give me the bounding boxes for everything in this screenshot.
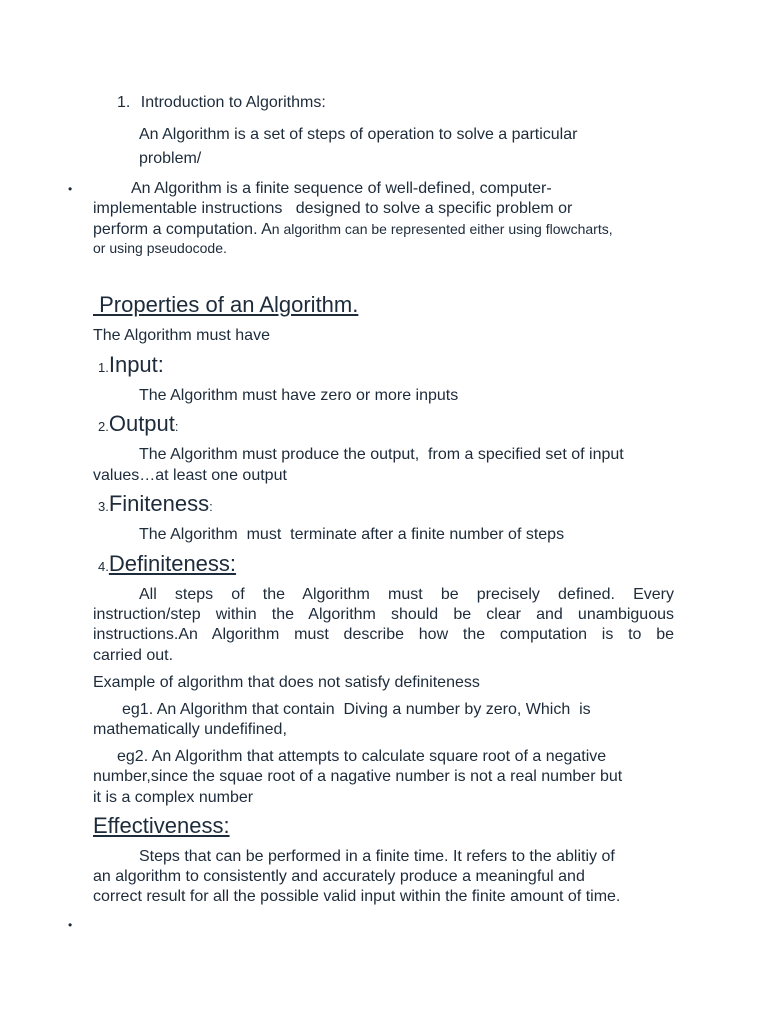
input-desc: The Algorithm must have zero or more inputs bbox=[139, 387, 459, 404]
definiteness-title: Definiteness: bbox=[108, 551, 237, 576]
bullet-text-line1: An Algorithm is a finite sequence of well-defined, computer- bbox=[131, 180, 552, 197]
finiteness-desc: The Algorithm must terminate after a finite number of steps bbox=[139, 526, 565, 543]
finiteness-heading bbox=[98, 491, 213, 520]
effectiveness-desc-line1: Steps that can be performed in a finite time. It refers to the ablitiy of bbox=[139, 848, 615, 865]
trailing-bullet-dot: • bbox=[68, 918, 73, 932]
definiteness-number: 4. bbox=[98, 559, 109, 574]
bullet-text-line3-small: n algorithm can be represented either using flowcharts, bbox=[271, 221, 613, 237]
bullet-text-line3 bbox=[93, 219, 613, 240]
intro-heading bbox=[117, 93, 326, 113]
finiteness-title: Finiteness bbox=[108, 491, 210, 516]
definiteness-desc-line4: carried out. bbox=[93, 647, 174, 664]
properties-heading: Properties of an Algorithm. bbox=[93, 292, 359, 317]
definiteness-heading bbox=[98, 551, 236, 580]
definiteness-eg2-line1: eg2. An Algorithm that attempts to calculate square root of a negative bbox=[117, 748, 607, 765]
finiteness-number: 3. bbox=[98, 499, 109, 514]
bullet-text-line4: or using pseudocode. bbox=[93, 240, 227, 256]
intro-title: Introduction to Algorithms: bbox=[140, 94, 326, 111]
effectiveness-desc-line2: an algorithm to consistently and accurately produce a meaningful and bbox=[93, 868, 585, 885]
definiteness-eg1-line2: mathematically undefifined, bbox=[93, 721, 287, 738]
bullet-text-line3-main: perform a computation. A bbox=[93, 221, 272, 238]
output-title: Output bbox=[108, 411, 175, 436]
finiteness-colon: : bbox=[209, 499, 213, 514]
intro-definition-line1: An Algorithm is a set of steps of operation to solve a particular bbox=[139, 126, 578, 143]
definiteness-eg1-line1: eg1. An Algorithm that contain Diving a number by zero, Which is bbox=[122, 701, 591, 718]
definiteness-example-intro: Example of algorithm that does not satisfy definiteness bbox=[93, 674, 480, 691]
bullet-dot: • bbox=[68, 182, 73, 196]
definiteness-eg2-line3: it is a complex number bbox=[93, 789, 254, 806]
output-number: 2. bbox=[98, 419, 109, 434]
intro-number: 1. bbox=[117, 94, 131, 111]
input-title: Input: bbox=[108, 352, 164, 377]
definiteness-desc-line3: instructions.An Algorithm must describe how the computation is to be bbox=[93, 626, 674, 643]
effectiveness-heading: Effectiveness: bbox=[93, 813, 230, 838]
input-heading bbox=[98, 352, 164, 381]
effectiveness-desc-line3: correct result for all the possible valid input within the finite amount of time. bbox=[93, 888, 621, 905]
output-desc-line1: The Algorithm must produce the output, from a specified set of input bbox=[139, 446, 624, 463]
properties-intro: The Algorithm must have bbox=[93, 327, 270, 344]
definiteness-desc-line1: All steps of the Algorithm must be precisely defined. Every bbox=[139, 586, 674, 603]
definiteness-eg2-line2: number,since the squae root of a nagative number is not a real number but bbox=[93, 768, 623, 785]
bullet-text-line2: implementable instructions designed to solve a specific problem or bbox=[93, 200, 573, 217]
output-colon: : bbox=[174, 419, 179, 434]
output-heading bbox=[98, 411, 179, 440]
intro-definition-line2: problem/ bbox=[139, 150, 202, 167]
input-number: 1. bbox=[98, 360, 109, 375]
output-desc-line2: values…at least one output bbox=[93, 467, 287, 484]
definiteness-desc-line2: instruction/step within the Algorithm should be clear and unambiguous bbox=[93, 606, 674, 623]
